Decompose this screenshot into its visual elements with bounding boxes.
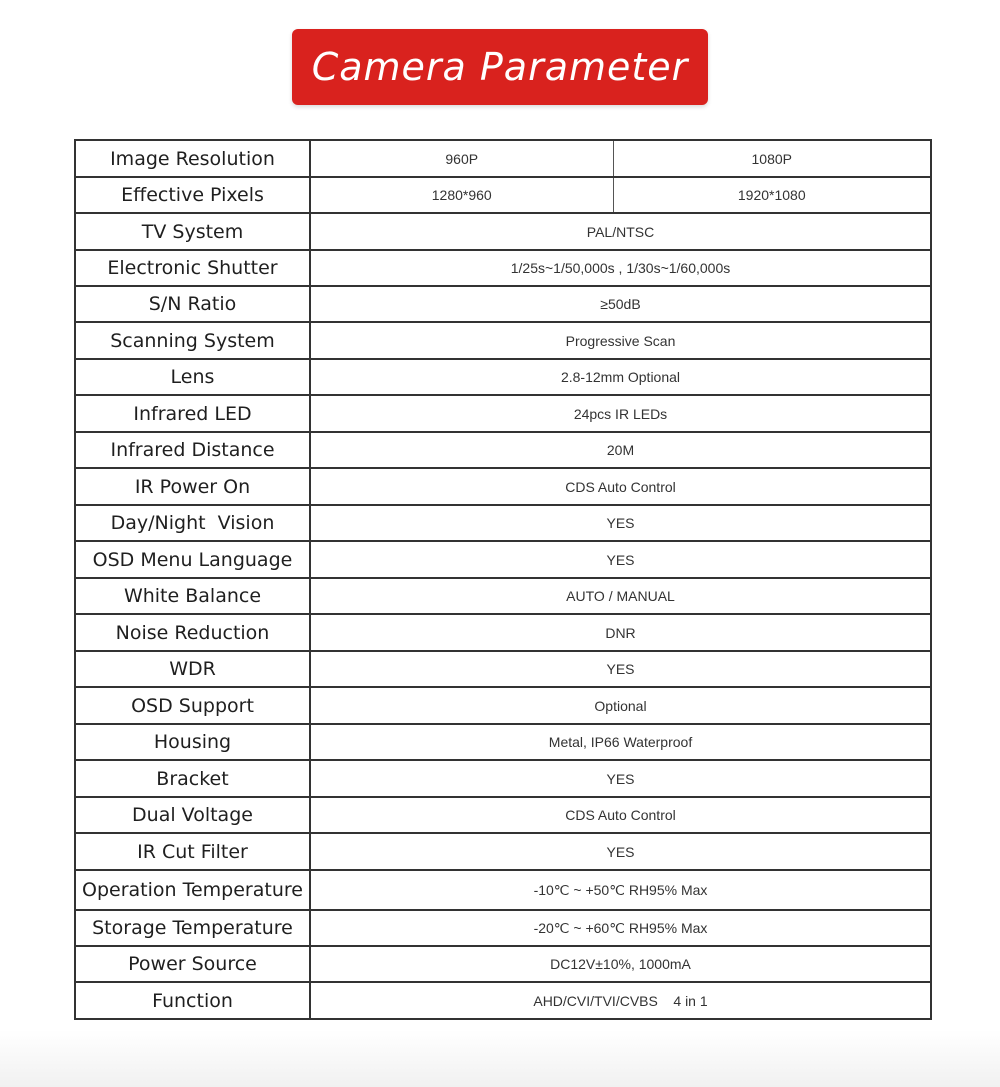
row-label: Effective Pixels xyxy=(75,177,310,213)
row-value: YES xyxy=(310,651,931,687)
row-label: White Balance xyxy=(75,578,310,614)
row-label: Day/Night Vision xyxy=(75,505,310,541)
row-value: Progressive Scan xyxy=(310,322,931,359)
row-label: Power Source xyxy=(75,946,310,982)
row-value: 20M xyxy=(310,432,931,468)
row-value: YES xyxy=(310,541,931,578)
table-row xyxy=(75,213,931,250)
table-row xyxy=(75,505,931,541)
row-value: 960P xyxy=(310,140,613,177)
table-row xyxy=(75,760,931,797)
row-label: Infrared Distance xyxy=(75,432,310,468)
title-banner xyxy=(292,29,708,105)
row-value: -10℃ ~ +50℃ RH95% Max xyxy=(310,870,931,910)
row-label: Scanning System xyxy=(75,322,310,359)
table-row xyxy=(75,250,931,286)
page-title: Camera Parameter xyxy=(311,45,689,89)
row-value: YES xyxy=(310,505,931,541)
row-value: Metal, IP66 Waterproof xyxy=(310,724,931,760)
row-value: DC12V±10%, 1000mA xyxy=(310,946,931,982)
page-bottom-shade xyxy=(0,1030,1000,1087)
row-label: Lens xyxy=(75,359,310,395)
row-value: AUTO / MANUAL xyxy=(310,578,931,614)
row-label: IR Power On xyxy=(75,468,310,505)
row-label: Operation Temperature xyxy=(75,870,310,910)
table-row xyxy=(75,177,931,213)
row-label: Storage Temperature xyxy=(75,910,310,946)
table-row xyxy=(75,982,931,1019)
table-row xyxy=(75,322,931,359)
row-value: 1280*960 xyxy=(310,177,613,213)
table-row xyxy=(75,432,931,468)
row-value: DNR xyxy=(310,614,931,651)
table-row xyxy=(75,833,931,870)
table-row xyxy=(75,614,931,651)
table-row xyxy=(75,724,931,760)
row-value: 2.8-12mm Optional xyxy=(310,359,931,395)
row-value: AHD/CVI/TVI/CVBS 4 in 1 xyxy=(310,982,931,1019)
table-row xyxy=(75,910,931,946)
table-body xyxy=(75,140,931,1019)
row-value: -20℃ ~ +60℃ RH95% Max xyxy=(310,910,931,946)
row-label: TV System xyxy=(75,213,310,250)
row-value: PAL/NTSC xyxy=(310,213,931,250)
row-label: Housing xyxy=(75,724,310,760)
camera-parameter-table xyxy=(74,139,932,1020)
row-label: OSD Support xyxy=(75,687,310,724)
table-row xyxy=(75,651,931,687)
row-value: YES xyxy=(310,760,931,797)
table-row xyxy=(75,946,931,982)
row-label: IR Cut Filter xyxy=(75,833,310,870)
row-label: Bracket xyxy=(75,760,310,797)
table-row xyxy=(75,541,931,578)
table-row xyxy=(75,687,931,724)
row-label: Infrared LED xyxy=(75,395,310,432)
table-row xyxy=(75,395,931,432)
row-label: Dual Voltage xyxy=(75,797,310,833)
row-value: YES xyxy=(310,833,931,870)
row-value: CDS Auto Control xyxy=(310,797,931,833)
row-label: Noise Reduction xyxy=(75,614,310,651)
row-value: ≥50dB xyxy=(310,286,931,322)
table-row xyxy=(75,870,931,910)
row-label: WDR xyxy=(75,651,310,687)
table-row xyxy=(75,140,931,177)
table-row xyxy=(75,359,931,395)
table-row xyxy=(75,578,931,614)
table-row xyxy=(75,286,931,322)
row-label: Image Resolution xyxy=(75,140,310,177)
row-value: CDS Auto Control xyxy=(310,468,931,505)
row-value: 1080P xyxy=(613,140,931,177)
row-label: Function xyxy=(75,982,310,1019)
row-value: 24pcs IR LEDs xyxy=(310,395,931,432)
table-row xyxy=(75,468,931,505)
row-label: Electronic Shutter xyxy=(75,250,310,286)
row-value: Optional xyxy=(310,687,931,724)
table-row xyxy=(75,797,931,833)
row-label: OSD Menu Language xyxy=(75,541,310,578)
row-label: S/N Ratio xyxy=(75,286,310,322)
row-value: 1920*1080 xyxy=(613,177,931,213)
row-value: 1/25s~1/50,000s , 1/30s~1/60,000s xyxy=(310,250,931,286)
